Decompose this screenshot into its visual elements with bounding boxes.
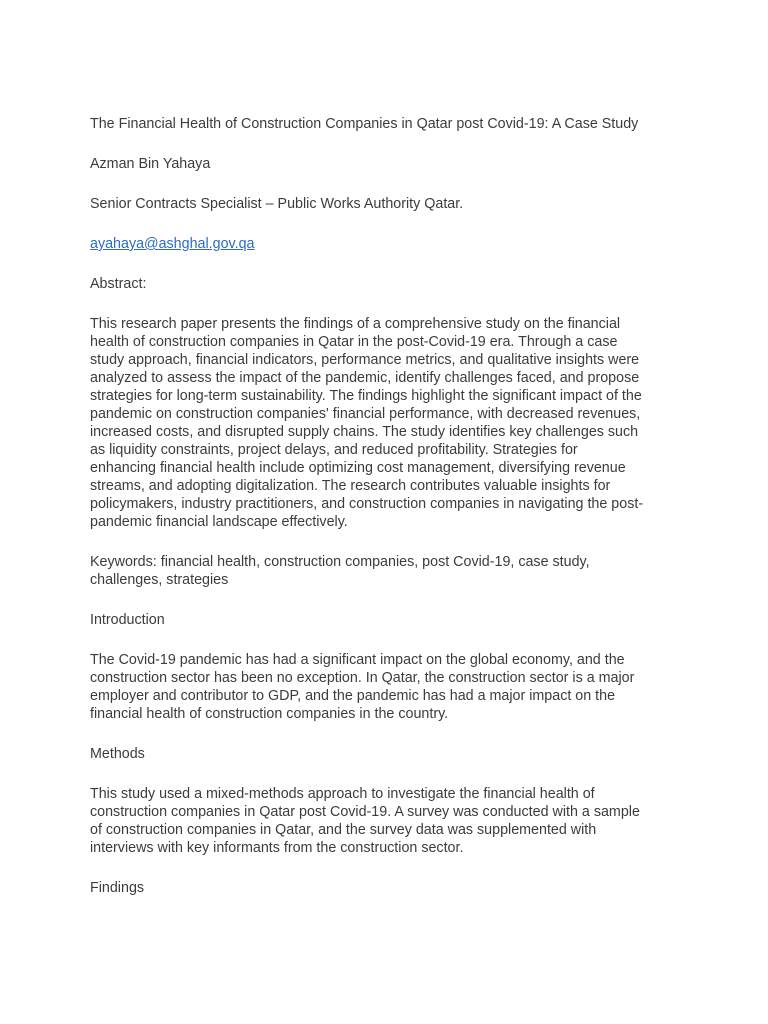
introduction-heading: Introduction xyxy=(90,612,165,628)
author-email-link[interactable]: ayahaya@ashghal.gov.qa xyxy=(90,236,255,252)
paper-title: The Financial Health of Construction Companies in Qatar post Covid-19: A Case Study xyxy=(90,116,639,132)
author-email-line xyxy=(90,235,690,253)
methods-text: This study used a mixed-methods approach to investigate the financial health of construction companies in Qatar post Covid-19. A survey was conducted with a sample of construction companies in Qatar, and the survey data was supplemented with interviews with key informants from the construction sector. xyxy=(90,786,640,856)
methods-heading: Methods xyxy=(90,746,145,762)
document-page xyxy=(90,115,690,919)
author-position: Senior Contracts Specialist – Public Works Authority Qatar. xyxy=(90,196,464,212)
abstract-text: This research paper presents the findings of a comprehensive study on the financial health of construction companies in Qatar in the post-Covid-19 era. Through a case study approach, financial indicators, performance metrics, and qualitative insights were analyzed to assess the impact of the pandemic, identify challenges faced, and propose strategies for long-term sustainability. The findings highlight the significant impact of the pandemic on construction companies' financial performance, with decreased revenues, increased costs, and disrupted supply chains. The study identifies key challenges such as liquidity constraints, project delays, and reduced profitability. Strategies for enhancing financial health include optimizing cost management, diversifying revenue streams, and adopting digitalization. The research contributes valuable insights for policymakers, industry practitioners, and construction companies in navigating the post- pandemic financial landscape effectively. xyxy=(90,316,644,530)
abstract-heading: Abstract: xyxy=(90,276,147,292)
findings-heading: Findings xyxy=(90,880,145,896)
author-name: Azman Bin Yahaya xyxy=(90,156,211,172)
keywords: Keywords: financial health, construction companies, post Covid-19, case study, challenges, strategies xyxy=(90,554,590,588)
introduction-text: The Covid-19 pandemic has had a significant impact on the global economy, and the construction sector has been no exception. In Qatar, the construction sector is a major employer and contributor to GDP, and the pandemic has had a major impact on the financial health of construction companies in the country. xyxy=(90,652,635,722)
